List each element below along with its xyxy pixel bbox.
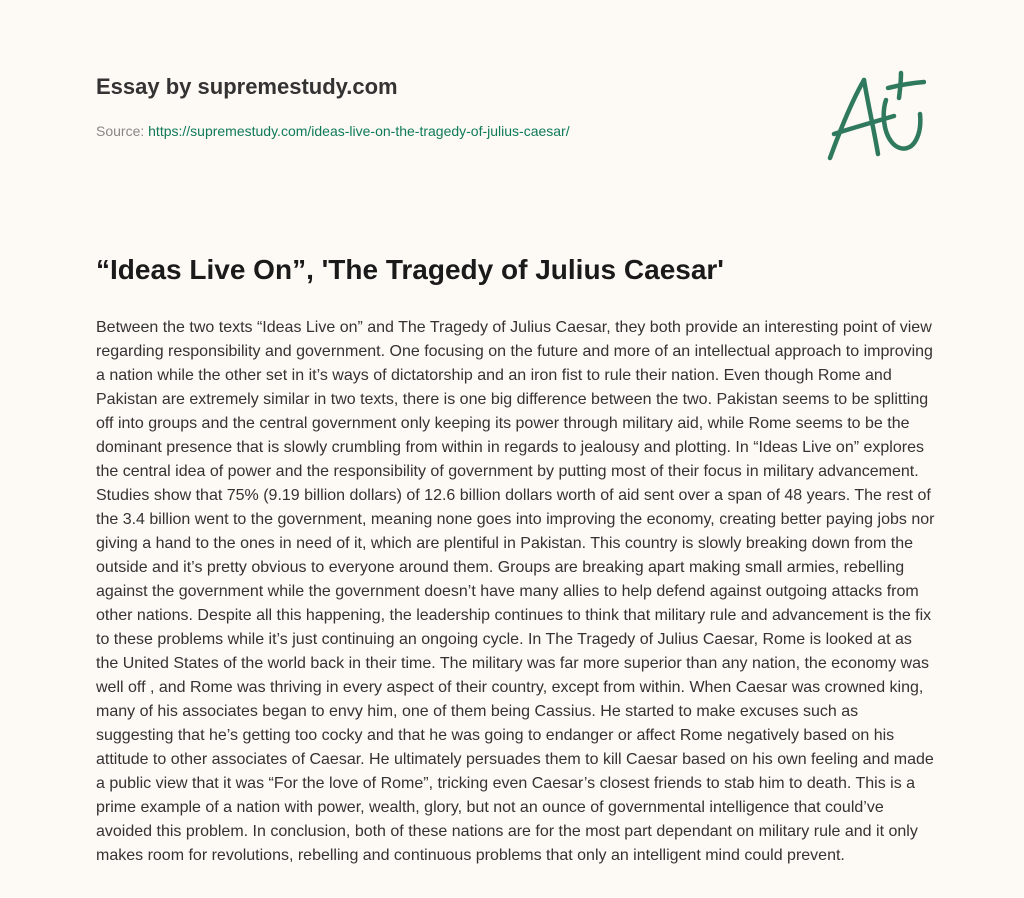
source-line — [96, 123, 570, 139]
a-plus-grade-icon — [822, 68, 926, 164]
source-label: Source: — [96, 123, 149, 139]
site-title: Essay by supremestudy.com — [96, 74, 398, 99]
essay-title: “Ideas Live On”, 'The Tragedy of Julius Caesar' — [96, 254, 724, 285]
essay-body: Between the two texts “Ideas Live on” and The Tragedy of Julius Caesar, they both provide an interesting point of view regarding responsibility and government. One focusing on the future and more of an intellectual approach to improving a nation while the other set in it’s ways of dictatorship and an iron fist to rule their nation. Even though Rome and Pakistan are extremely similar in two texts, there is one big difference between the two. Pakistan seems to be splitting off into groups and the central government only keeping its power through military aid, while Rome seems to be the dominant presence that is slowly crumbling from within in regards to jealousy and plotting. In “Ideas Live on” explores the central idea of power and the responsibility of government by putting most of their focus in military advancement. Studies show that 75% (9.19 billion dollars) of 12.6 billion dollars worth of aid sent over a span of 48 years. The rest of the 3.4 billion went to the government, meaning none goes into improving the economy, creating better paying jobs nor giving a hand to the ones in need of it, which are plentiful in Pakistan. This country is slowly breaking down from the outside and it’s pretty obvious to everyone around them. Groups are breaking apart making small armies, rebelling against the government while the government doesn’t have many allies to help defend against outgoing attacks from other nations. Despite all this happening, the leadership continues to think that military rule and advancement is the fix to these problems while it’s just continuing an ongoing cycle. In The Tragedy of Julius Caesar, Rome is looked at as the United States of the world back in their time. The military was far more superior than any nation, the economy was well off , and Rome was thriving in every aspect of their country, except from within. When Caesar was crowned king, many of his associates began to envy him, one of them being Cassius. He started to make excuses such as suggesting that he’s getting too cocky and that he was going to endanger or affect Rome negatively based on his attitude to other associates of Caesar. He ultimately persuades them to kill Caesar based on his own feeling and made a public view that it was “For the love of Rome”, tricking even Caesar’s closest friends to stab him to death. This is a prime example of a nation with power, wealth, glory, but not an ounce of governmental intelligence that could’ve avoided this problem. In conclusion, both of these nations are for the most part dependant on military rule and it only makes room for revolutions, rebelling and continuous problems that only an intelligent mind could prevent. — [96, 319, 935, 864]
source-link[interactable]: https://supremestudy.com/ideas-live-on-the-tragedy-of-julius-caesar/ — [148, 123, 570, 139]
